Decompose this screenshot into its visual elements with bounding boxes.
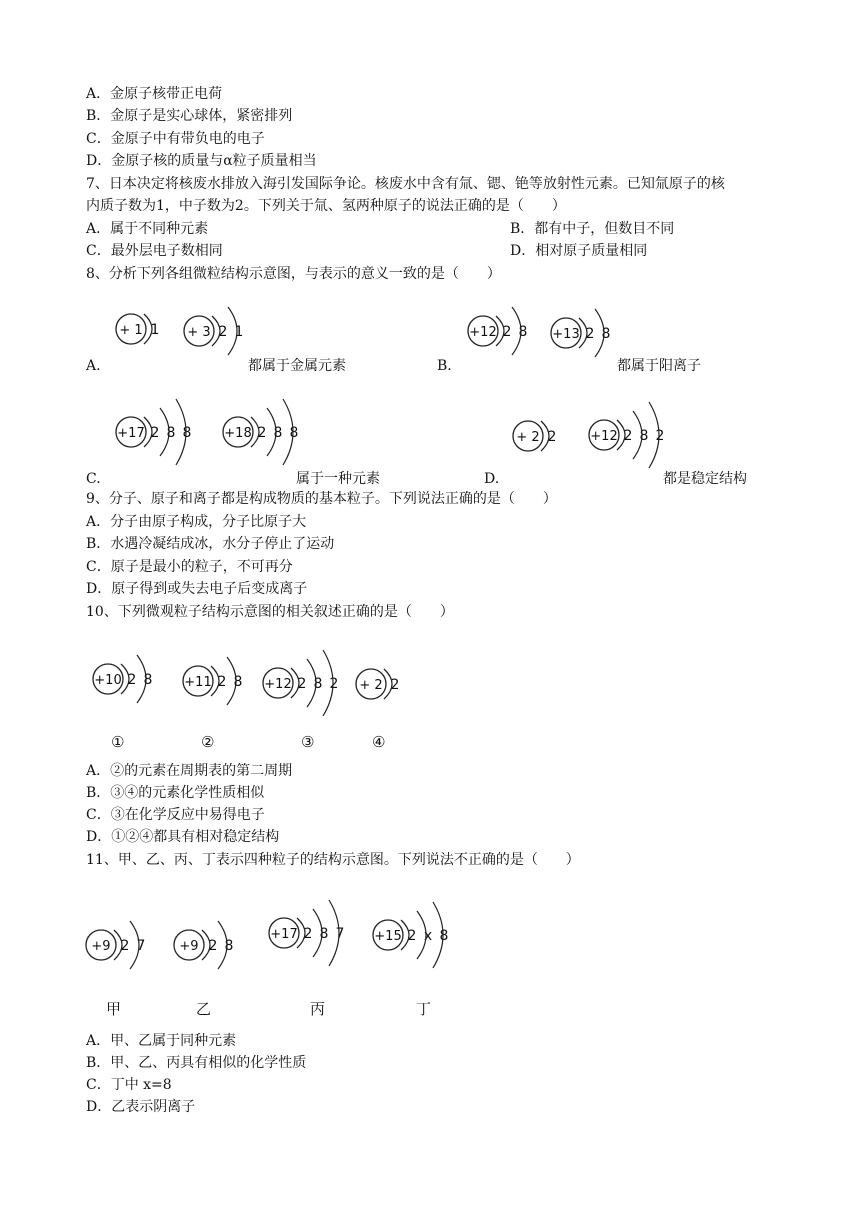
shell-electron-count: 8 [313, 676, 323, 692]
shell-electron-count: 8 [601, 326, 611, 342]
q8-a-text: 都属于金属元素 [248, 358, 346, 374]
q11-atom-bing [269, 900, 344, 966]
q9-option-b: B．水遇冷凝结成冰，水分子停止了运动 [86, 536, 335, 552]
q7-option-c: C．最外层电子数相同 [86, 243, 223, 259]
q11-label-yi: 乙 [196, 1000, 212, 1018]
shell-electron-count: 8 [518, 324, 528, 340]
q6-option-c: C．金原子中有带负电的电子 [86, 131, 265, 147]
q7-stem-line1: 7、日本决定将核废水排放入海引发国际争论。核废水中含有氚、锶、铯等放射性元素。已知氚原子的核 [86, 176, 725, 192]
q10-option-b: B．③④的元素化学性质相似 [86, 785, 265, 801]
q8-d-letter: D. [484, 471, 500, 487]
shell-electron-count: 8 [289, 425, 299, 441]
nucleus-charge: +9 [91, 939, 111, 954]
q11-atom-ding [373, 902, 448, 968]
shell-electron-count: 8 [273, 425, 283, 441]
q7-option-a: A．属于不同种元素 [86, 221, 209, 237]
shell-electron-count: 7 [136, 938, 146, 954]
q10-label-3: ③ [301, 733, 315, 751]
q6-option-a: A．金原子核带正电荷 [86, 86, 223, 102]
q8-b-atom-2 [551, 309, 610, 357]
q11-label-bing: 丙 [310, 1000, 326, 1018]
q11-label-ding: 丁 [416, 1000, 432, 1018]
shell-electron-count: 2 [390, 677, 400, 693]
q11-label-jia: 甲 [106, 1000, 122, 1018]
q8-b-letter: B. [437, 358, 452, 374]
nucleus-charge: +10 [94, 673, 122, 688]
shell-electron-count: 2 [217, 674, 227, 690]
shell-electron-count: 2 [297, 676, 307, 692]
q11-option-a: A．甲、乙属于同种元素 [86, 1033, 237, 1049]
shell-electron-count: 2 [329, 676, 339, 692]
shell-electron-count: 8 [233, 674, 243, 690]
q10-atom-2 [183, 657, 242, 705]
q8-c-text: 属于一种元素 [296, 471, 380, 487]
q8-a-letter: A. [86, 358, 101, 374]
shell-electron-count: 2 [502, 324, 512, 340]
shell-electron-count: 2 [547, 429, 557, 445]
q8-stem: 8、分析下列各组微粒结构示意图，与表示的意义一致的是（ ） [86, 266, 501, 282]
shell-electron-count: 8 [319, 926, 329, 942]
q10-stem: 10、下列微观粒子结构示意图的相关叙述正确的是（ ） [86, 604, 454, 620]
q11-atom-yi [174, 921, 233, 969]
shell-electron-count: 8 [182, 425, 192, 441]
q10-option-c: C．③在化学反应中易得电子 [86, 807, 265, 823]
shell-electron-count: 2 [127, 672, 137, 688]
nucleus-charge: +9 [179, 939, 199, 954]
q11-stem: 11、甲、乙、丙、丁表示四种粒子的结构示意图。下列说法不正确的是（ ） [86, 852, 580, 868]
q9-stem: 9、分子、原子和离子都是构成物质的基本粒子。下列说法正确的是（ ） [86, 491, 557, 507]
q8-d-atom-1 [513, 421, 556, 451]
q6-option-b: B．金原子是实心球体，紧密排列 [86, 108, 293, 124]
shell-electron-count: 8 [166, 425, 176, 441]
shell-electron-count: 2 [655, 428, 665, 444]
q10-label-2: ② [201, 733, 215, 751]
nucleus-charge: +13 [552, 327, 580, 342]
nucleus-charge: +15 [374, 929, 402, 944]
nucleus-charge: +17 [270, 927, 298, 942]
shell-electron-count: 8 [143, 672, 153, 688]
q7-stem-line2: 内质子数为1，中子数为2。下列关于氚、氢两种原子的说法正确的是（ ） [86, 198, 566, 214]
q10-option-d: D．①②④都具有相对稳定结构 [86, 829, 280, 845]
shell-electron-count: 2 [303, 926, 313, 942]
nucleus-charge: +11 [184, 675, 212, 690]
shell-electron-count: 8 [639, 428, 649, 444]
q10-label-1: ① [111, 733, 125, 751]
q6-option-d: D．金原子核的质量与α粒子质量相当 [86, 153, 317, 169]
nucleus-charge: +12 [264, 677, 292, 692]
q11-option-d: D．乙表示阴离子 [86, 1099, 196, 1115]
q8-c-letter: C. [86, 471, 101, 487]
nucleus-charge: +17 [117, 426, 145, 441]
nucleus-charge: + 2 [516, 430, 540, 445]
nucleus-charge: + 3 [187, 325, 211, 340]
shell-electron-count: 2 [257, 425, 267, 441]
q10-atom-1 [93, 655, 152, 703]
q8-d-atom-2 [589, 402, 664, 468]
q8-d-text: 都是稳定结构 [663, 471, 747, 487]
nucleus-charge: +18 [224, 426, 252, 441]
shell-electron-count: 2 [585, 326, 595, 342]
q8-c-atom-1 [116, 399, 191, 465]
q11-atom-jia [86, 921, 145, 969]
q8-a-atom-1 [116, 314, 159, 344]
shell-electron-count: 2 [407, 928, 417, 944]
q11-option-b: B．甲、乙、丙具有相似的化学性质 [86, 1055, 307, 1071]
q10-option-a: A．②的元素在周期表的第二周期 [86, 763, 293, 779]
q7-option-b: B．都有中子，但数目不同 [510, 221, 675, 237]
q11-option-c: C．丁中 x=8 [86, 1077, 172, 1093]
q10-atom-4 [356, 669, 399, 699]
nucleus-charge: + 1 [119, 323, 143, 338]
nucleus-charge: + 2 [359, 678, 383, 693]
q8-b-atom-1 [468, 307, 527, 355]
nucleus-charge: +12 [590, 429, 618, 444]
shell-electron-count: 1 [150, 322, 160, 338]
shell-electron-count: 1 [234, 324, 244, 340]
q7-option-d: D．相对原子质量相同 [510, 243, 648, 259]
shell-electron-count: 8 [439, 928, 449, 944]
q8-c-atom-2 [223, 399, 298, 465]
shell-electron-count: 2 [218, 324, 228, 340]
shell-electron-count: 2 [120, 938, 130, 954]
q9-option-c: C．原子是最小的粒子，不可再分 [86, 559, 293, 575]
shell-electron-count: 2 [150, 425, 160, 441]
shell-electron-count: 7 [335, 926, 345, 942]
q8-a-atom-2 [184, 307, 243, 355]
nucleus-charge: +12 [469, 325, 497, 340]
shell-electron-count: x [423, 928, 433, 944]
q9-option-d: D．原子得到或失去电子后变成离子 [86, 581, 308, 597]
q8-b-text: 都属于阳离子 [617, 358, 701, 374]
q10-label-4: ④ [372, 733, 386, 751]
q9-option-a: A．分子由原子构成，分子比原子大 [86, 514, 307, 530]
shell-electron-count: 2 [208, 938, 218, 954]
q10-atom-3 [263, 650, 338, 716]
shell-electron-count: 8 [224, 938, 234, 954]
shell-electron-count: 2 [623, 428, 633, 444]
